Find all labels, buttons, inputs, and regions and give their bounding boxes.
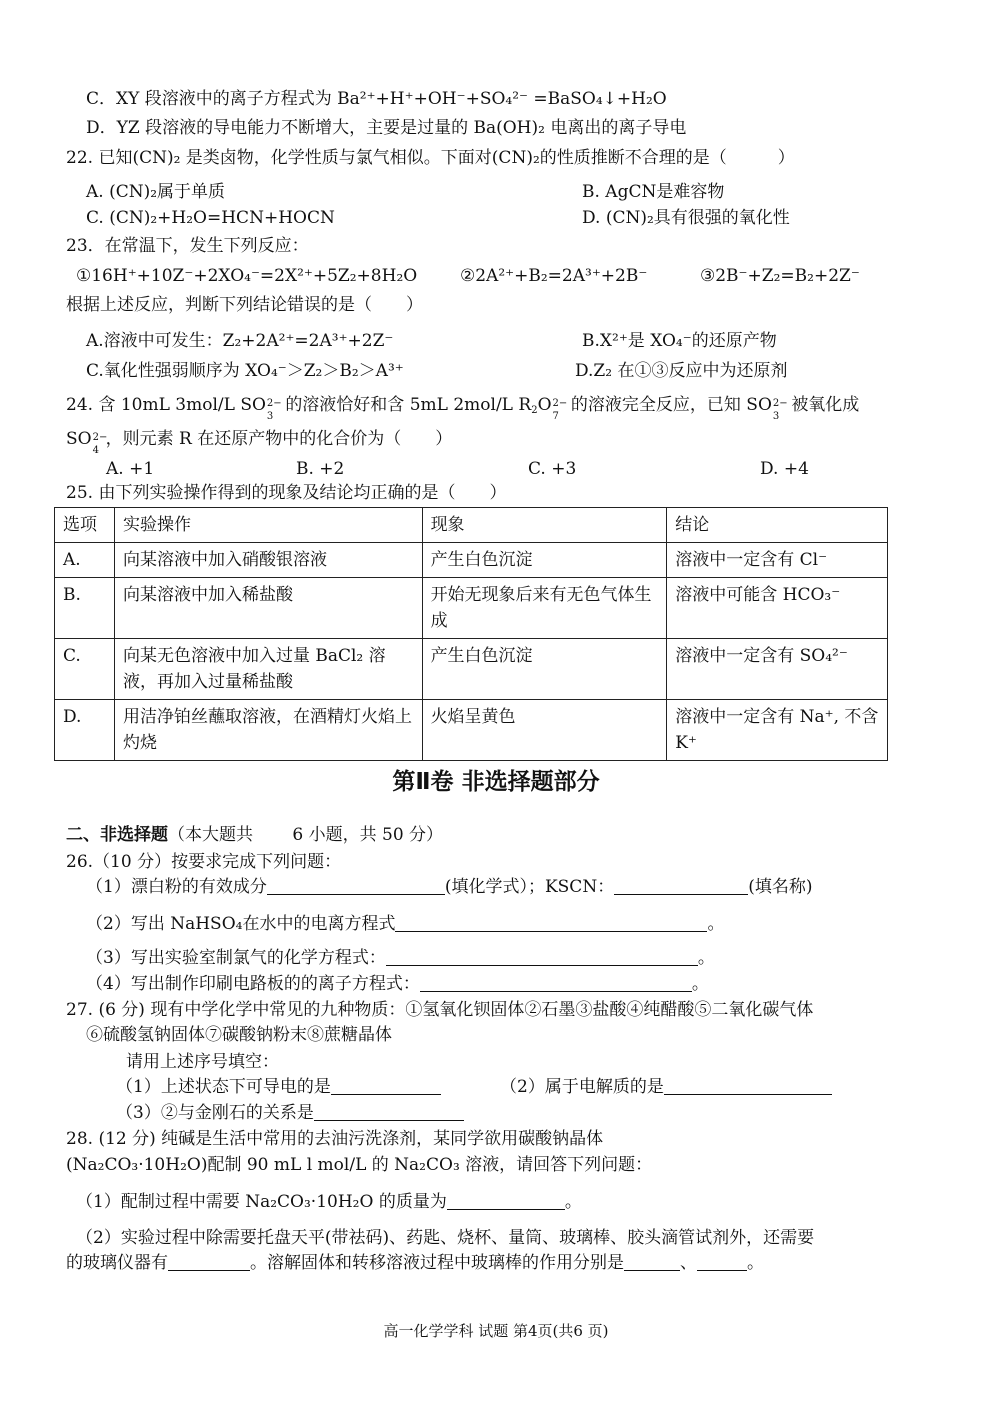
q28-stem: 28. (12 分) 纯碱是生活中常用的去油污洗涤剂，某同学欲用碳酸钠晶体 <box>66 1129 604 1149</box>
q28-part1: （1）配制过程中需要 Na₂CO₃·10H₂O 的质量为 。 <box>76 1192 582 1212</box>
q24-option-d: D. +4 <box>760 459 809 479</box>
q23-option-a: A.溶液中可发生：Z₂+2A²⁺=2A³⁺+2Z⁻ <box>86 331 394 351</box>
so4-ion-mark: 2− 4 <box>92 432 108 456</box>
q23-option-b: B.X²⁺是 XO₄⁻的还原产物 <box>582 331 777 351</box>
section-head: 二、非选择题 <box>66 825 168 845</box>
q22-option-b: B. AgCN是难容物 <box>582 182 725 202</box>
table-cell: C. <box>55 639 115 700</box>
table-header: 实验操作 <box>114 508 422 543</box>
answer-blank[interactable] <box>267 876 445 895</box>
table-cell: 向某溶液中加入稀盐酸 <box>114 578 422 639</box>
q22-stem: 22. 已知(CN)₂ 是类卤物，化学性质与氯气相似。下面对(CN)₂的性质推断不合理的是（ ） <box>66 148 795 168</box>
q24-option-a: A. +1 <box>106 459 155 479</box>
q26-part1: （1）漂白粉的有效成分 (填化学式）；KSCN： (填名称) <box>86 877 813 897</box>
q24-text-1: 24. 含 10mL 3mol/L SO <box>66 395 266 415</box>
experiment-table <box>54 507 888 761</box>
q27-ask: 请用上述序号填空： <box>126 1052 279 1072</box>
q23-option-c: C.氧化性强弱顺序为 XO₄⁻＞Z₂＞B₂＞A³⁺ <box>86 361 404 381</box>
q23-ask: 根据上述反应，判断下列结论错误的是（ ） <box>66 295 423 315</box>
q25-stem: 25. 由下列实验操作得到的现象及结论均正确的是（ ） <box>66 483 507 503</box>
table-cell: 溶液中一定含有 SO₄²⁻ <box>667 639 888 700</box>
so3-ion-mark-2: 2− 3 <box>772 398 788 422</box>
table-cell: 产生白色沉淀 <box>422 543 667 578</box>
answer-blank[interactable] <box>624 1252 680 1271</box>
answer-blank[interactable] <box>168 1252 250 1271</box>
q24-option-b: B. +2 <box>296 459 345 479</box>
q27-stem-2: ⑥硫酸氢钠固体⑦碳酸钠粉末⑧蔗糖晶体 <box>86 1025 392 1045</box>
table-row <box>55 700 888 761</box>
q26-stem: 26.（10 分）按要求完成下列问题： <box>66 852 342 872</box>
table-header: 选项 <box>55 508 115 543</box>
table-cell: 溶液中一定含有 Na⁺, 不含 K⁺ <box>667 700 888 761</box>
answer-blank[interactable] <box>614 876 748 895</box>
section-heading <box>66 824 443 846</box>
table-cell: 火焰呈黄色 <box>422 700 667 761</box>
q21-option-c: C．XY 段溶液中的离子方程式为 Ba²⁺+H⁺+OH⁻+SO₄²⁻ =BaSO₄↓+H₂O <box>86 89 667 109</box>
answer-blank[interactable] <box>697 1252 747 1271</box>
so3-ion-mark: 2− 3 <box>266 398 282 422</box>
answer-blank[interactable] <box>664 1076 832 1095</box>
q28-part2-line2: 的玻璃仪器有 。溶解固体和转移溶液过程中玻璃棒的作用分别是 、 。 <box>66 1253 764 1273</box>
q23-option-d: D.Z₂ 在①③反应中为还原剂 <box>575 361 788 381</box>
q22-option-a: A. (CN)₂属于单质 <box>86 182 226 202</box>
q27-part1: （1）上述状态下可导电的是 <box>116 1076 441 1098</box>
table-header: 结论 <box>667 508 888 543</box>
q27-part3: （3）②与金刚石的关系是 <box>116 1102 464 1124</box>
answer-blank[interactable] <box>386 947 698 966</box>
table-row <box>55 639 888 700</box>
q27-stem: 27. (6 分) 现有中学化学中常见的九种物质：①氢氧化钡固体②石墨③盐酸④纯醋酸⑤二氧化碳气体 <box>66 1000 814 1020</box>
q26-part4: （4）写出制作印刷电路板的的离子方程式： 。 <box>86 974 709 994</box>
table-cell: D. <box>55 700 115 761</box>
q23-reaction-3: ③2B⁻+Z₂=B₂+2Z⁻ <box>700 266 860 286</box>
q24-stem-line2: SO 2− 4 ，则元素 R 在还原产物中的化合价为（ ） <box>66 429 453 456</box>
q24-text-2: 的溶液恰好和含 5mL 2mol/L R <box>285 395 532 415</box>
table-cell: 溶液中可能含 HCO₃⁻ <box>667 578 888 639</box>
table-cell: A. <box>55 543 115 578</box>
q28-part2-line1: （2）实验过程中除需要托盘天平(带祛码)、药匙、烧杯、量筒、玻璃棒、胶头滴管试剂外，还需要 <box>76 1228 815 1248</box>
answer-blank[interactable] <box>447 1191 565 1210</box>
r2o7-ion-mark: 2− 7 <box>552 398 568 422</box>
q23-reaction-2: ②2A²⁺+B₂=2A³⁺+2B⁻ <box>460 266 648 286</box>
q21-option-d: D．YZ 段溶液的导电能力不断增大，主要是过量的 Ba(OH)₂ 电离出的离子导电 <box>86 118 687 138</box>
q26-part2: （2）写出 NaHSO₄在水中的电离方程式 。 <box>86 914 725 934</box>
answer-blank[interactable] <box>314 1102 464 1121</box>
section-desc: （本大题共 6 小题，共 50 分） <box>168 825 444 845</box>
table-cell: 溶液中一定含有 Cl⁻ <box>667 543 888 578</box>
q28-stem-2: (Na₂CO₃·10H₂O)配制 90 mL l mol/L 的 Na₂CO₃ 溶液，请回答下列问题： <box>66 1155 653 1175</box>
q22-option-c: C. (CN)₂+H₂O=HCN+HOCN <box>86 208 335 228</box>
q24-text-3: 的溶液完全反应，已知 SO <box>570 395 772 415</box>
page-footer: 高一化学学科 试题 第4页(共6 页) <box>383 1322 609 1340</box>
q24-text-4: 被氧化成 <box>791 395 860 415</box>
q23-reaction-1: ①16H⁺+10Z⁻+2XO₄⁻=2X²⁺+5Z₂+8H₂O <box>76 266 418 286</box>
q27-part2: （2）属于电解质的是 <box>500 1076 832 1098</box>
answer-blank[interactable] <box>395 913 707 932</box>
table-cell: 向某溶液中加入硝酸银溶液 <box>114 543 422 578</box>
q26-part3: （3）写出实验室制氯气的化学方程式： 。 <box>86 948 715 968</box>
table-cell: B. <box>55 578 115 639</box>
table-row <box>55 543 888 578</box>
q23-stem: 23．在常温下，发生下列反应： <box>66 236 309 256</box>
table-cell: 开始无现象后来有无色气体生成 <box>422 578 667 639</box>
q24-option-c: C. +3 <box>528 459 577 479</box>
q24-stem-line1: 24. 含 10mL 3mol/L SO 2− 3 的溶液恰好和含 5mL 2mol/L $R_2O$ 2− 7 的溶液完全反应，已知 SO 2− 3 被氧化成 <box>66 395 860 422</box>
answer-blank[interactable] <box>331 1076 441 1095</box>
table-header: 现象 <box>422 508 667 543</box>
table-cell: 产生白色沉淀 <box>422 639 667 700</box>
part2-title: 第Ⅱ卷 非选择题部分 <box>392 769 600 795</box>
q22-option-d: D. (CN)₂具有很强的氧化性 <box>582 208 790 228</box>
table-header-row <box>55 508 888 543</box>
table-row <box>55 578 888 639</box>
table-cell: 用洁净铂丝蘸取溶液，在酒精灯火焰上灼烧 <box>114 700 422 761</box>
answer-blank[interactable] <box>420 973 692 992</box>
table-cell: 向某无色溶液中加入过量 BaCl₂ 溶液，再加入过量稀盐酸 <box>114 639 422 700</box>
